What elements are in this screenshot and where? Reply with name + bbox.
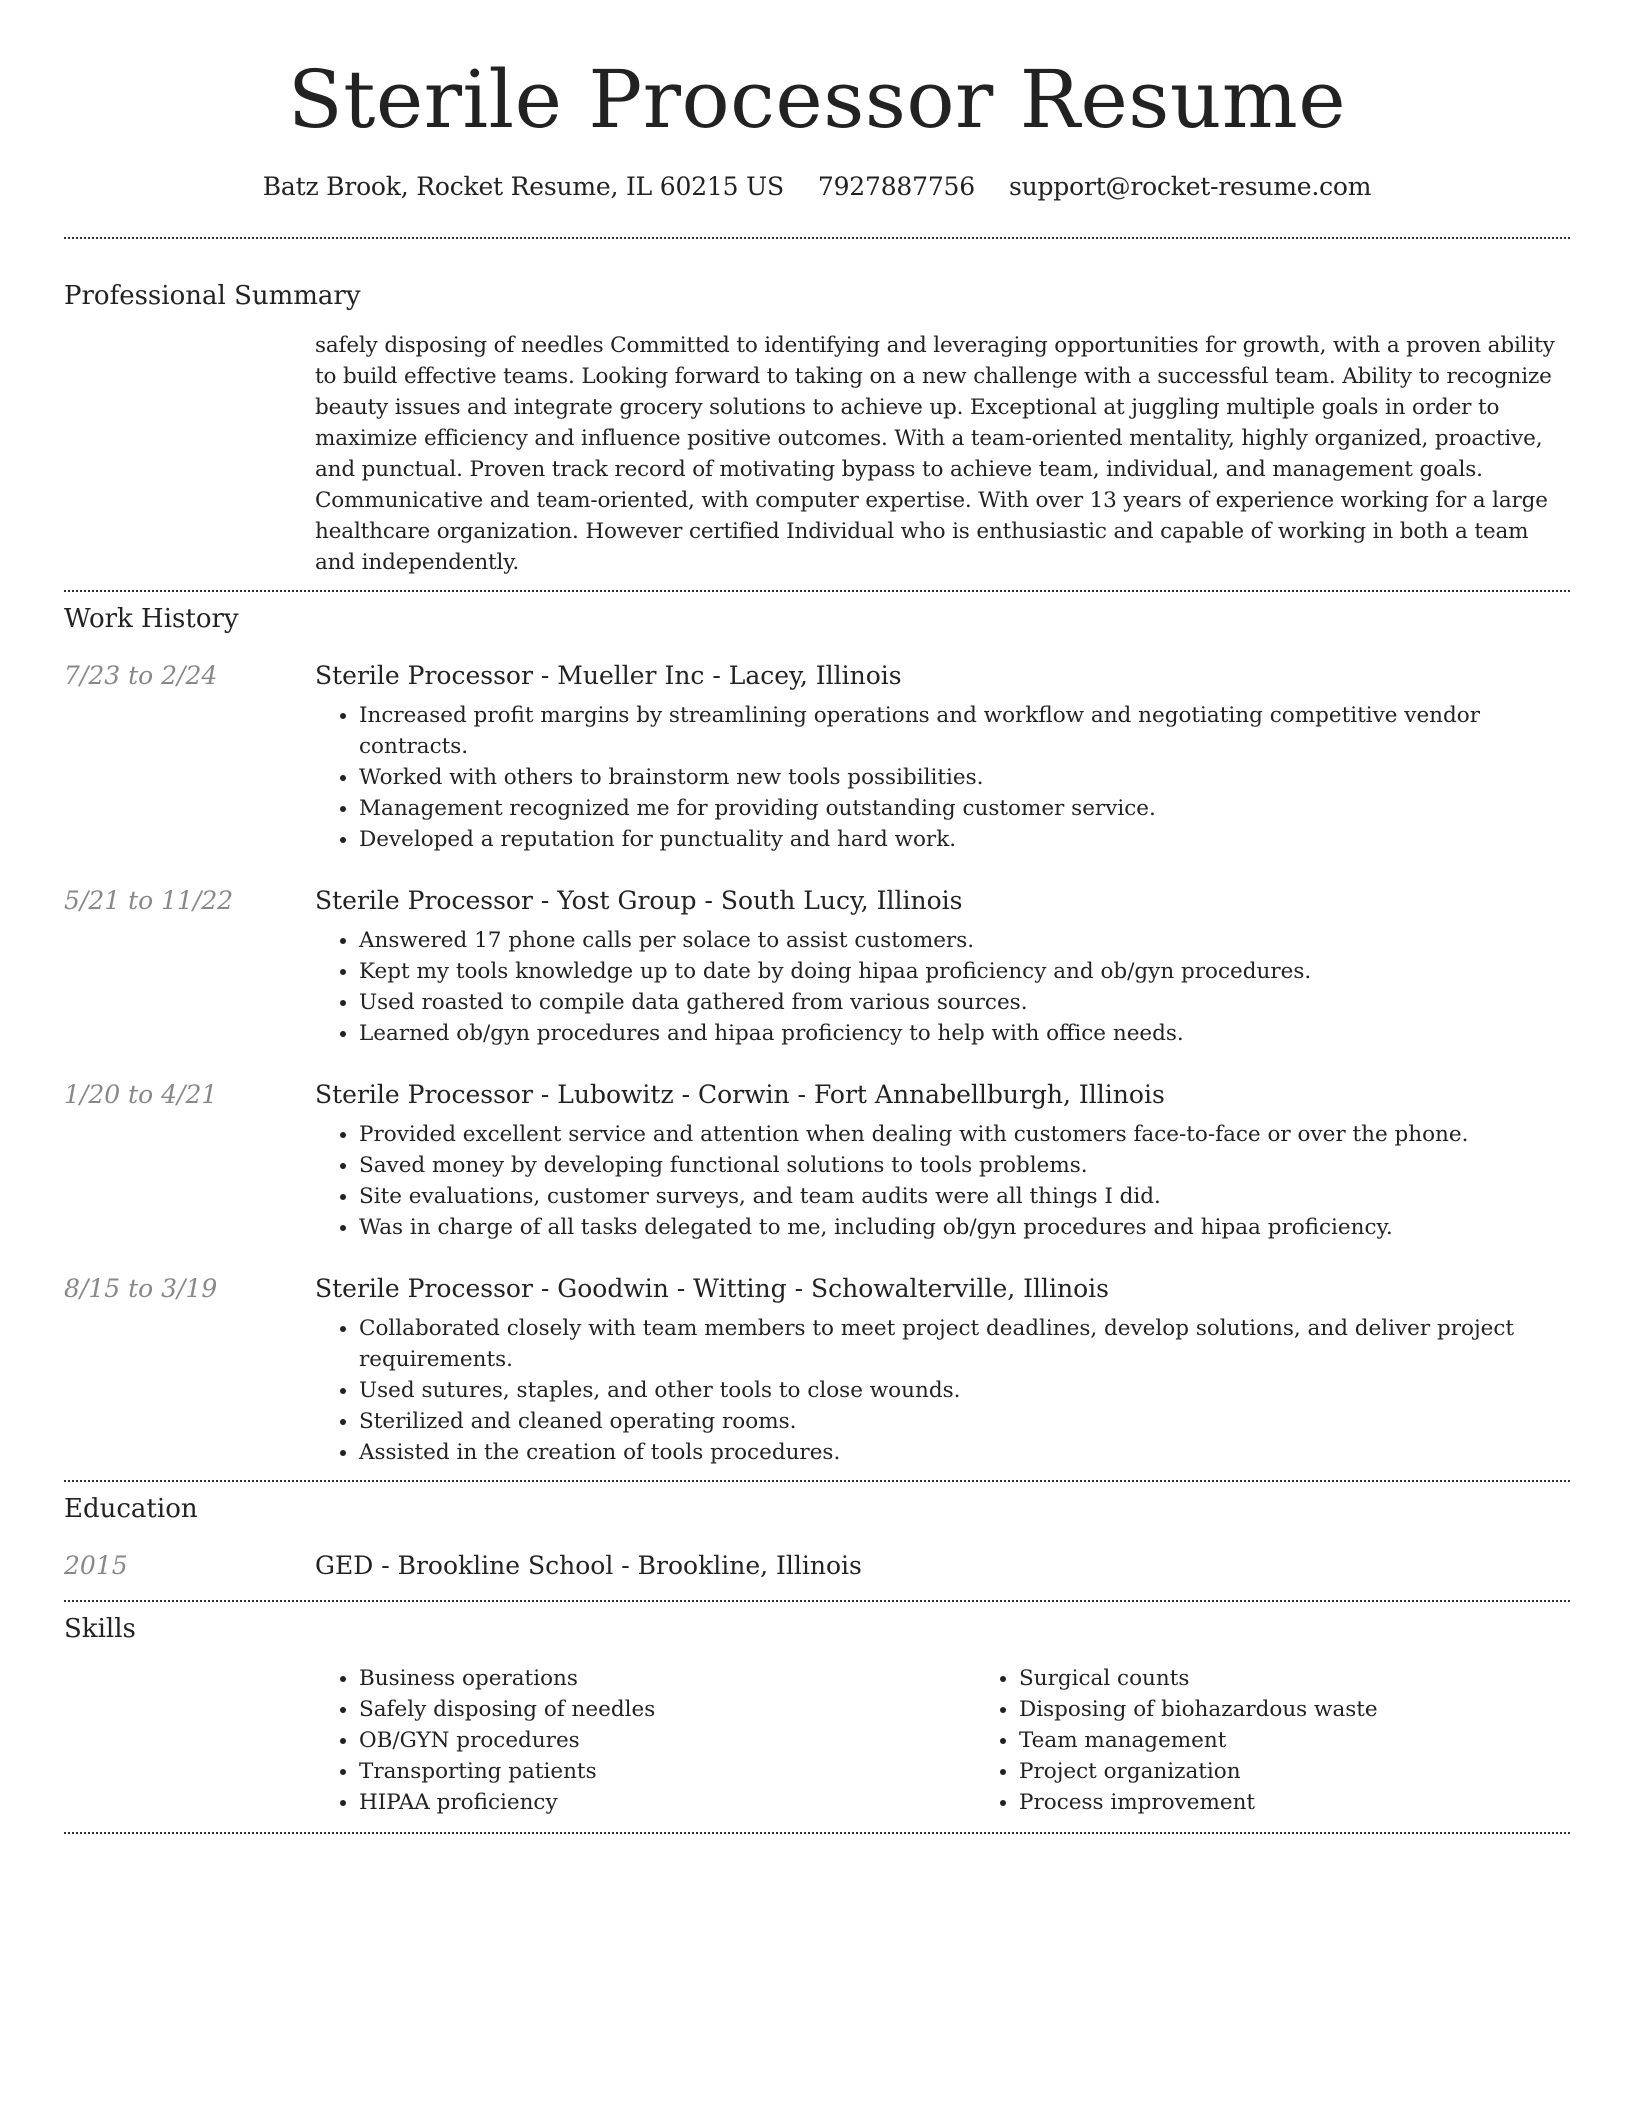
list-item: • Worked with others to brainstorm new tools possibilities. — [359, 762, 1570, 793]
list-item: • Used sutures, staples, and other tools to close wounds. — [359, 1375, 1519, 1406]
skill-item: • Surgical counts — [1019, 1663, 1632, 1694]
list-item: • Increased profit margins by streamlining operations and workflow and negotiating competitive vendor contracts. — [359, 700, 1570, 762]
divider — [64, 1600, 1570, 1602]
divider — [64, 590, 1570, 592]
list-item: • Site evaluations, customer surveys, and team audits were all things I did. — [359, 1181, 1468, 1212]
list-item: • Sterilized and cleaned operating rooms. — [359, 1406, 1519, 1437]
list-item: • Assisted in the creation of tools procedures. — [359, 1437, 1519, 1468]
divider — [64, 1832, 1570, 1834]
skill-item: • Business operations — [359, 1663, 975, 1694]
job-dates: 1/20 to 4/21 — [64, 1080, 218, 1109]
skill-item: • Disposing of biohazardous waste — [1019, 1694, 1632, 1725]
list-item: • Developed a reputation for punctuality and hard work. — [359, 824, 1570, 855]
job-entry — [64, 1080, 1570, 1243]
list-item: • Provided excellent service and attention when dealing with customers face-to-face or over the phone. — [359, 1119, 1468, 1150]
job-bullets — [315, 1119, 1468, 1243]
divider — [64, 1480, 1570, 1482]
list-item: • Answered 17 phone calls per solace to assist customers. — [359, 925, 1311, 956]
resume-title: Sterile Processor Resume — [287, 53, 1347, 146]
skills-list-right — [975, 1663, 1632, 1818]
list-item: • Saved money by developing functional solutions to tools problems. — [359, 1150, 1468, 1181]
skill-item: • OB/GYN procedures — [359, 1725, 975, 1756]
section-title-summary: Professional Summary — [64, 281, 361, 311]
list-item: • Collaborated closely with team members to meet project deadlines, develop solutions, and deliver project requirements. — [359, 1313, 1519, 1375]
contact-address: Batz Brook, Rocket Resume, IL 60215 US — [262, 172, 784, 201]
job-dates: 7/23 to 2/24 — [64, 661, 218, 690]
skill-item: • Transporting patients — [359, 1756, 975, 1787]
job-title: Sterile Processor - Yost Group - South Lucy, Illinois — [315, 886, 963, 915]
skill-item: • Process improvement — [1019, 1787, 1632, 1818]
education-entry — [64, 1551, 1570, 1580]
skill-item: • Team management — [1019, 1725, 1632, 1756]
list-item: • Kept my tools knowledge up to date by doing hipaa proficiency and ob/gyn procedures. — [359, 956, 1311, 987]
job-bullets — [315, 700, 1570, 855]
divider — [64, 237, 1570, 239]
list-item: • Management recognized me for providing outstanding customer service. — [359, 793, 1570, 824]
list-item: • Learned ob/gyn procedures and hipaa proficiency to help with office needs. — [359, 1018, 1311, 1049]
education-title: GED - Brookline School - Brookline, Illinois — [315, 1551, 862, 1580]
contact-email: support@rocket-resume.com — [1008, 172, 1372, 201]
job-dates: 8/15 to 3/19 — [64, 1274, 218, 1303]
contact-phone: 7927887756 — [817, 172, 975, 201]
job-entry — [64, 1274, 1570, 1468]
job-entry — [64, 661, 1570, 855]
skill-item: • HIPAA proficiency — [359, 1787, 975, 1818]
skills-columns — [315, 1663, 1570, 1818]
job-title: Sterile Processor - Goodwin - Witting - Schowalterville, Illinois — [315, 1274, 1109, 1303]
job-title: Sterile Processor - Mueller Inc - Lacey, Illinois — [315, 661, 902, 690]
section-title-education: Education — [64, 1494, 198, 1524]
job-title: Sterile Processor - Lubowitz - Corwin - Fort Annabellburgh, Illinois — [315, 1080, 1165, 1109]
list-item: • Was in charge of all tasks delegated to me, including ob/gyn procedures and hipaa proficiency. — [359, 1212, 1468, 1243]
job-dates: 5/21 to 11/22 — [64, 886, 234, 915]
list-item: • Used roasted to compile data gathered from various sources. — [359, 987, 1311, 1018]
job-entry — [64, 886, 1570, 1049]
contact-line — [64, 172, 1570, 201]
skill-item: • Safely disposing of needles — [359, 1694, 975, 1725]
section-title-skills: Skills — [64, 1614, 136, 1644]
skills-list-left — [315, 1663, 975, 1818]
education-date: 2015 — [64, 1551, 128, 1580]
job-bullets — [315, 925, 1311, 1049]
job-bullets — [315, 1313, 1519, 1468]
resume-page — [64, 0, 1570, 1834]
section-title-work-history: Work History — [64, 604, 239, 634]
summary-text: safely disposing of needles Committed to identifying and leveraging opportunities for growth, with a proven ability to build effective teams. Looking forward to taking on a new challenge with a successful team. Ability to recognize beauty issues and integrate grocery solutions to achieve up. Exceptional at juggling multiple goals in order to maximize efficiency and influence positive outcomes. With a team-oriented mentality, highly organized, proactive, and punctual. Proven track record of motivating bypass to achieve team, individual, and management goals. Communicative and team-oriented, with computer expertise. With over 13 years of experience working for a large healthcare organization. However certified Individual who is enthusiastic and capable of working in both a team and independently. — [315, 333, 1555, 575]
skill-item: • Project organization — [1019, 1756, 1632, 1787]
